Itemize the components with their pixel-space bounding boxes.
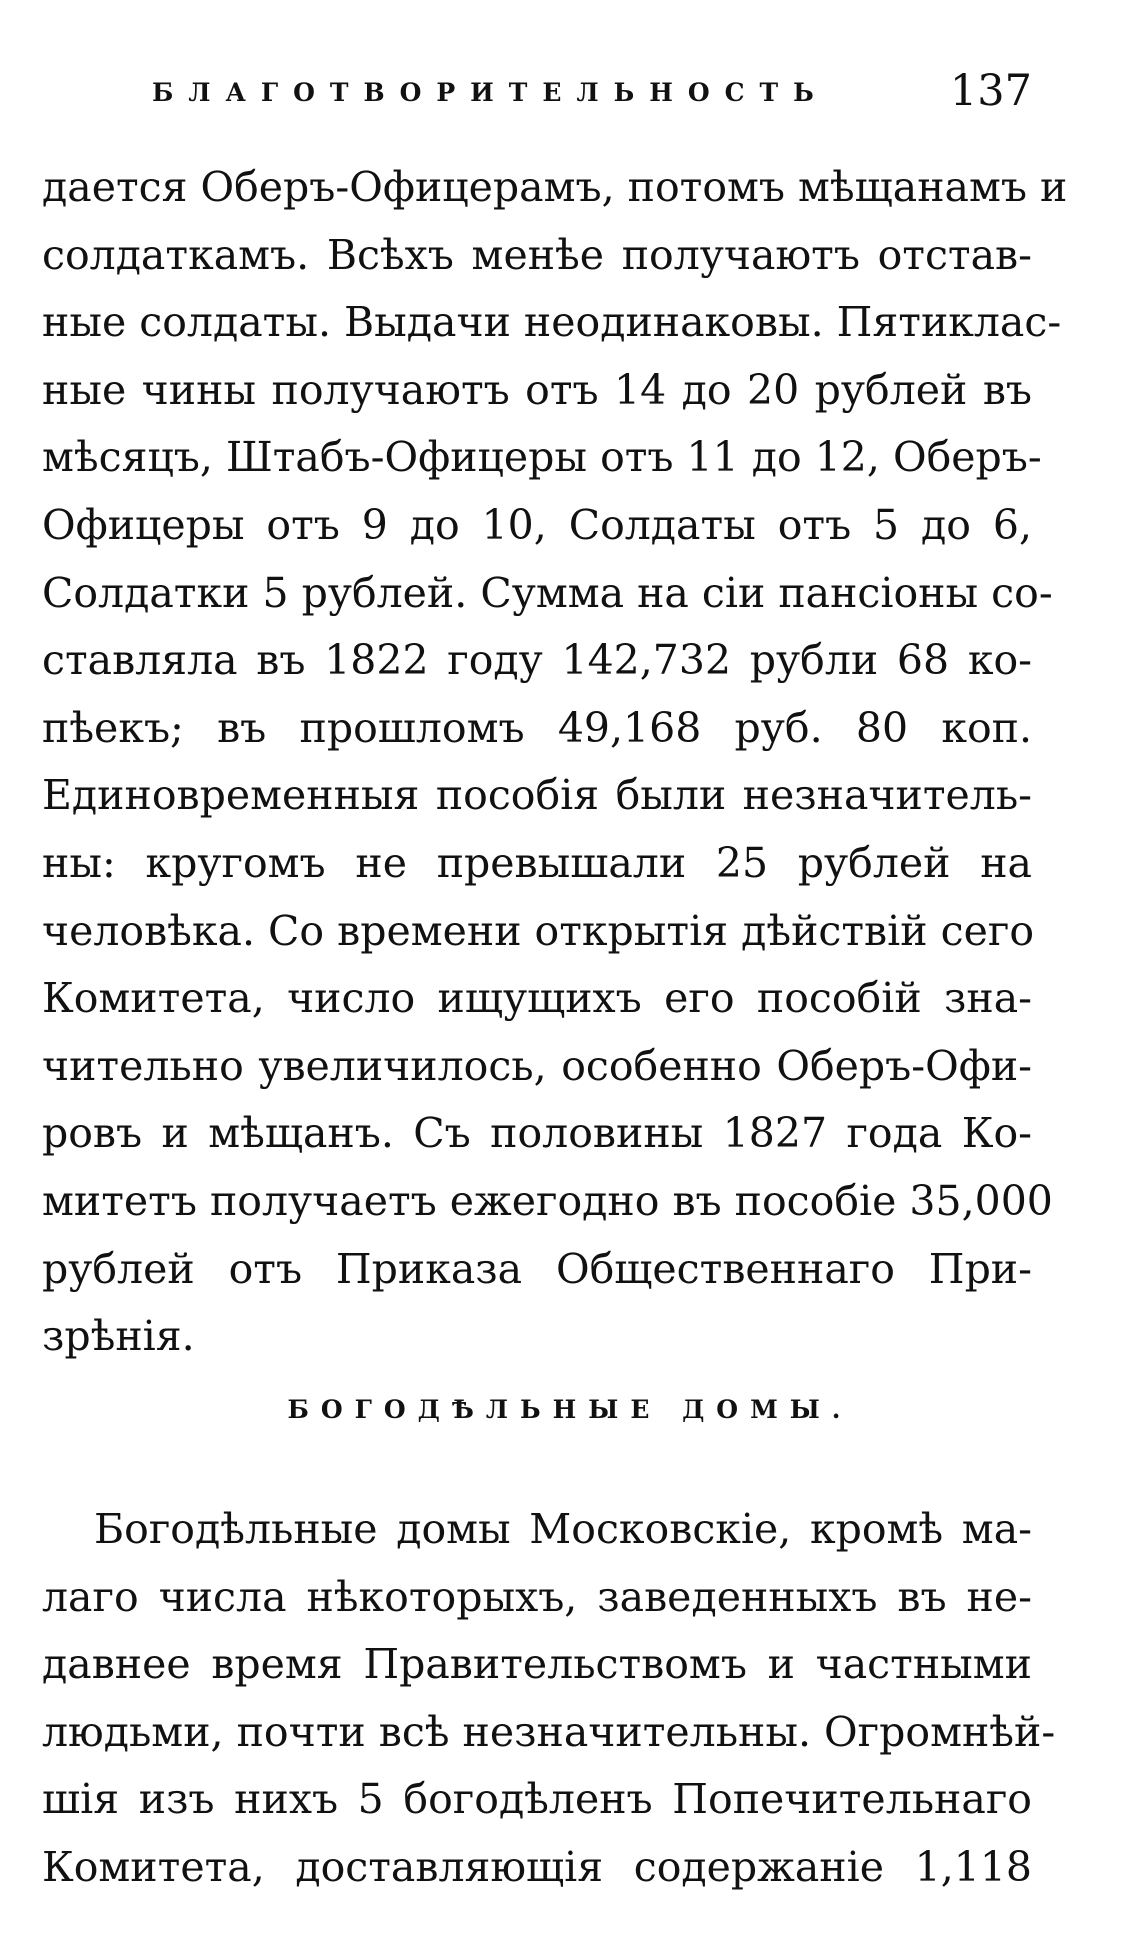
- text-line: ровъ и мѣщанъ. Съ половины 1827 года Ко-: [42, 1109, 1032, 1158]
- text-line: Богодѣльные домы Московскіе, кромѣ ма-: [94, 1505, 1032, 1553]
- running-head: [42, 68, 1032, 118]
- text-line: человѣка. Со времени открытія дѣйствій сего: [42, 906, 1035, 955]
- text-line: шія изъ нихъ 5 богодѣленъ Попечительнаго: [42, 1775, 1032, 1824]
- text-line: дается Оберъ-Офицерамъ, потомъ мѣщанамъ и: [42, 163, 1068, 211]
- text-line: Комитета, число ищущихъ его пособій зна-: [42, 974, 1032, 1023]
- section-heading: БОГОДѢЛЬНЫЕ ДОМЫ.: [287, 1395, 853, 1424]
- text-line: рублей отъ Приказа Общественнаго При-: [42, 1244, 1032, 1293]
- text-line: людьми, почти всѣ незначительны. Огромнѣй-: [42, 1707, 1056, 1756]
- running-title: БЛАГОТВОРИТЕЛЬНОСТЬ: [152, 78, 829, 107]
- text-line: мѣсяцъ, Штабъ-Офицеры отъ 11 до 12, Оберъ-: [42, 433, 1042, 482]
- paragraph-continued: [42, 154, 1068, 1371]
- text-line: ные солдаты. Выдачи неодинаковы. Пятиклас-: [42, 298, 1062, 347]
- text-line: чительно увеличилось, особенно Оберъ-Офи-: [42, 1041, 1032, 1090]
- text-line: пѣекъ; въ прошломъ 49,168 руб. 80 коп.: [42, 703, 1032, 752]
- text-line: ны: кругомъ не превышали 25 рублей на: [42, 838, 1032, 887]
- text-line: Комитета, доставляющія содержаніе 1,118: [42, 1842, 1032, 1891]
- text-line: ставляла въ 1822 году 142,732 рубли 68 ко-: [42, 636, 1032, 685]
- text-line: ные чины получаютъ отъ 14 до 20 рублей въ: [42, 365, 1032, 414]
- text-line: Офицеры отъ 9 до 10, Солдаты отъ 5 до 6,: [42, 500, 1032, 549]
- text-line: давнее время Правительствомъ и частными: [42, 1640, 1032, 1689]
- text-line: зрѣнія.: [42, 1312, 195, 1361]
- text-line: митетъ получаетъ ежегодно въ пособіе 35,000: [42, 1176, 1053, 1225]
- paragraph-almshouses: [42, 1496, 1056, 1902]
- text-line: солдаткамъ. Всѣхъ менѣе получаютъ отстав-: [42, 230, 1032, 279]
- text-line: Единовременныя пособія были незначитель-: [42, 771, 1032, 820]
- text-line: лаго числа нѣкоторыхъ, заведенныхъ въ не-: [42, 1572, 1032, 1621]
- page-number: 137: [949, 66, 1032, 116]
- text-line: Солдатки 5 рублей. Сумма на сіи пансіоны со-: [42, 568, 1053, 617]
